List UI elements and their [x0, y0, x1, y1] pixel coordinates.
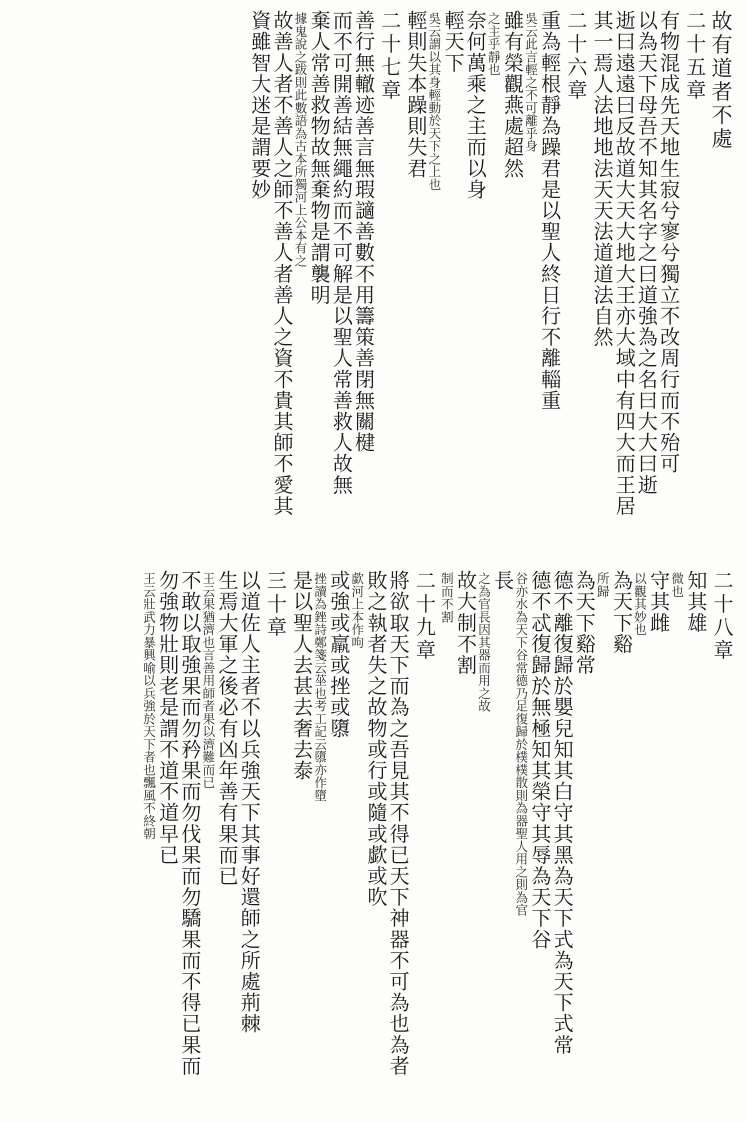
- commentary-note: 以觀其妙也: [632, 572, 648, 636]
- commentary-note: 所歸: [595, 572, 611, 598]
- body-column: 以道佐人主者不以兵強天下其事好還師之所處荊棘: [237, 570, 262, 1035]
- commentary-note: 吳云謂以其身輕動於天下之上也: [426, 12, 442, 191]
- body-with-commentary: [463, 10, 525, 200]
- body-column: 或強或羸或挫或隳: [326, 570, 351, 739]
- body-column: 德不忒復歸於無極知其榮守其辱為天下谷: [527, 570, 552, 950]
- body-with-commentary: [572, 570, 706, 676]
- body-column: 資雖智大迷是謂要妙: [247, 10, 272, 200]
- chapter-marker-25: 二十五章: [682, 10, 707, 103]
- commentary-note: 微也: [669, 572, 685, 598]
- body-column: 德不離復歸於嬰兒知其白守其黑為天下式為天下式常: [550, 570, 575, 1056]
- body-with-commentary: [312, 570, 349, 802]
- body-with-commentary: [403, 10, 466, 191]
- commentary-note: 王云壯武力暴興喻以兵強於天下者也飄風不終朝: [141, 572, 157, 840]
- body-column: 重為輕根靜為躁君是以聖人終日行不離輜重: [537, 10, 562, 411]
- chapter-marker-27: 二十七章: [377, 10, 402, 103]
- commentary-note: 之為官長因其器而用之故: [476, 572, 492, 713]
- body-column: 其一焉人法地地法天天法道道法自然: [590, 10, 614, 348]
- lower-panel: [0, 556, 746, 1122]
- body-with-commentary: [522, 10, 562, 411]
- body-column: 輕則失本躁則失君: [403, 10, 428, 179]
- commentary-note: 之主乎靜也: [486, 12, 502, 76]
- body-column: 有物混成先天地生寂兮寥兮獨立不改周行而不殆可: [656, 10, 681, 475]
- body-column: 逝曰遠遠曰反故道大天大地大王亦大域中有四大而王居: [612, 10, 637, 517]
- body-column: 為天下谿常: [572, 570, 597, 676]
- commentary-note: 制而不割: [439, 572, 455, 623]
- body-column: 生焉大軍之後必有凶年善有果而已: [215, 570, 239, 887]
- commentary-note: 歔河上本作呴: [349, 572, 365, 649]
- body-column: 奈何萬乘之主而以身: [463, 10, 488, 200]
- body-column: 守其雌: [646, 570, 671, 634]
- body-column: 善行無轍迹善言無瑕讁善數不用籌策善閉無關楗: [351, 10, 376, 454]
- body-column: 故善人者不善人之師不善人者善人之資不貴其師不愛其: [269, 10, 294, 517]
- chapter-marker-30: 三十章: [263, 570, 288, 640]
- body-column: 而不可開善結無繩約而不可解是以聖人常善救人故無: [329, 10, 354, 496]
- body-column: 輕天下: [441, 10, 466, 74]
- chapter-marker-29: 二十九章: [412, 570, 437, 663]
- chapter-marker-28: 二十八章: [710, 570, 734, 663]
- body-column: 以為天下母吾不知其名字之曰道強為之名曰大大曰逝: [634, 10, 659, 496]
- body-with-commentary: [349, 570, 386, 908]
- body-with-commentary: [200, 570, 237, 887]
- body-column: 雖有榮觀燕處超然: [500, 10, 525, 179]
- body-column: 不敢以取強果而勿矜果而勿伐果而勿驕果而不得已果而: [177, 570, 202, 1077]
- commentary-note: 谷亦水為天下谷常德乃足復歸於樸樸散則為器聖人用之則為官: [513, 572, 529, 917]
- commentary-note: 王云果猶濟也言善用師者果以濟難而已: [200, 572, 216, 789]
- body-with-commentary: [140, 570, 180, 866]
- section-heading: 故有道者不處: [709, 10, 733, 152]
- commentary-note: 據鬼說之跋則此數語為古本所獨河上公本有之: [292, 12, 308, 267]
- upper-panel: [0, 0, 746, 556]
- body-column: 將欲取天下而為之吾見其不得已天下神器不可為也為者: [386, 570, 411, 1077]
- body-column: 為天下谿: [609, 570, 634, 655]
- body-column: 長: [490, 570, 515, 592]
- body-column: 是以聖人去甚去奢去泰: [289, 570, 314, 781]
- chapter-marker-26: 二十六章: [563, 10, 588, 103]
- body-with-commentary: [438, 570, 550, 950]
- body-column: 勿強物壯則老是謂不道不道早已: [155, 570, 180, 866]
- body-column: 知其雄: [683, 570, 708, 634]
- commentary-note: 吳云此言輕之不可離乎身: [523, 12, 539, 153]
- commentary-note: 挫讀為銼詩鄭箋云莝也考工記云隳亦作墮: [312, 572, 328, 802]
- body-column: 敗之執者失之故物或行或隨或歔或吹: [363, 570, 388, 908]
- body-column: 棄人常善救物故無棄物是謂襲明: [307, 10, 332, 306]
- body-with-commentary: [292, 10, 332, 306]
- body-column: 故大制不割: [453, 570, 478, 676]
